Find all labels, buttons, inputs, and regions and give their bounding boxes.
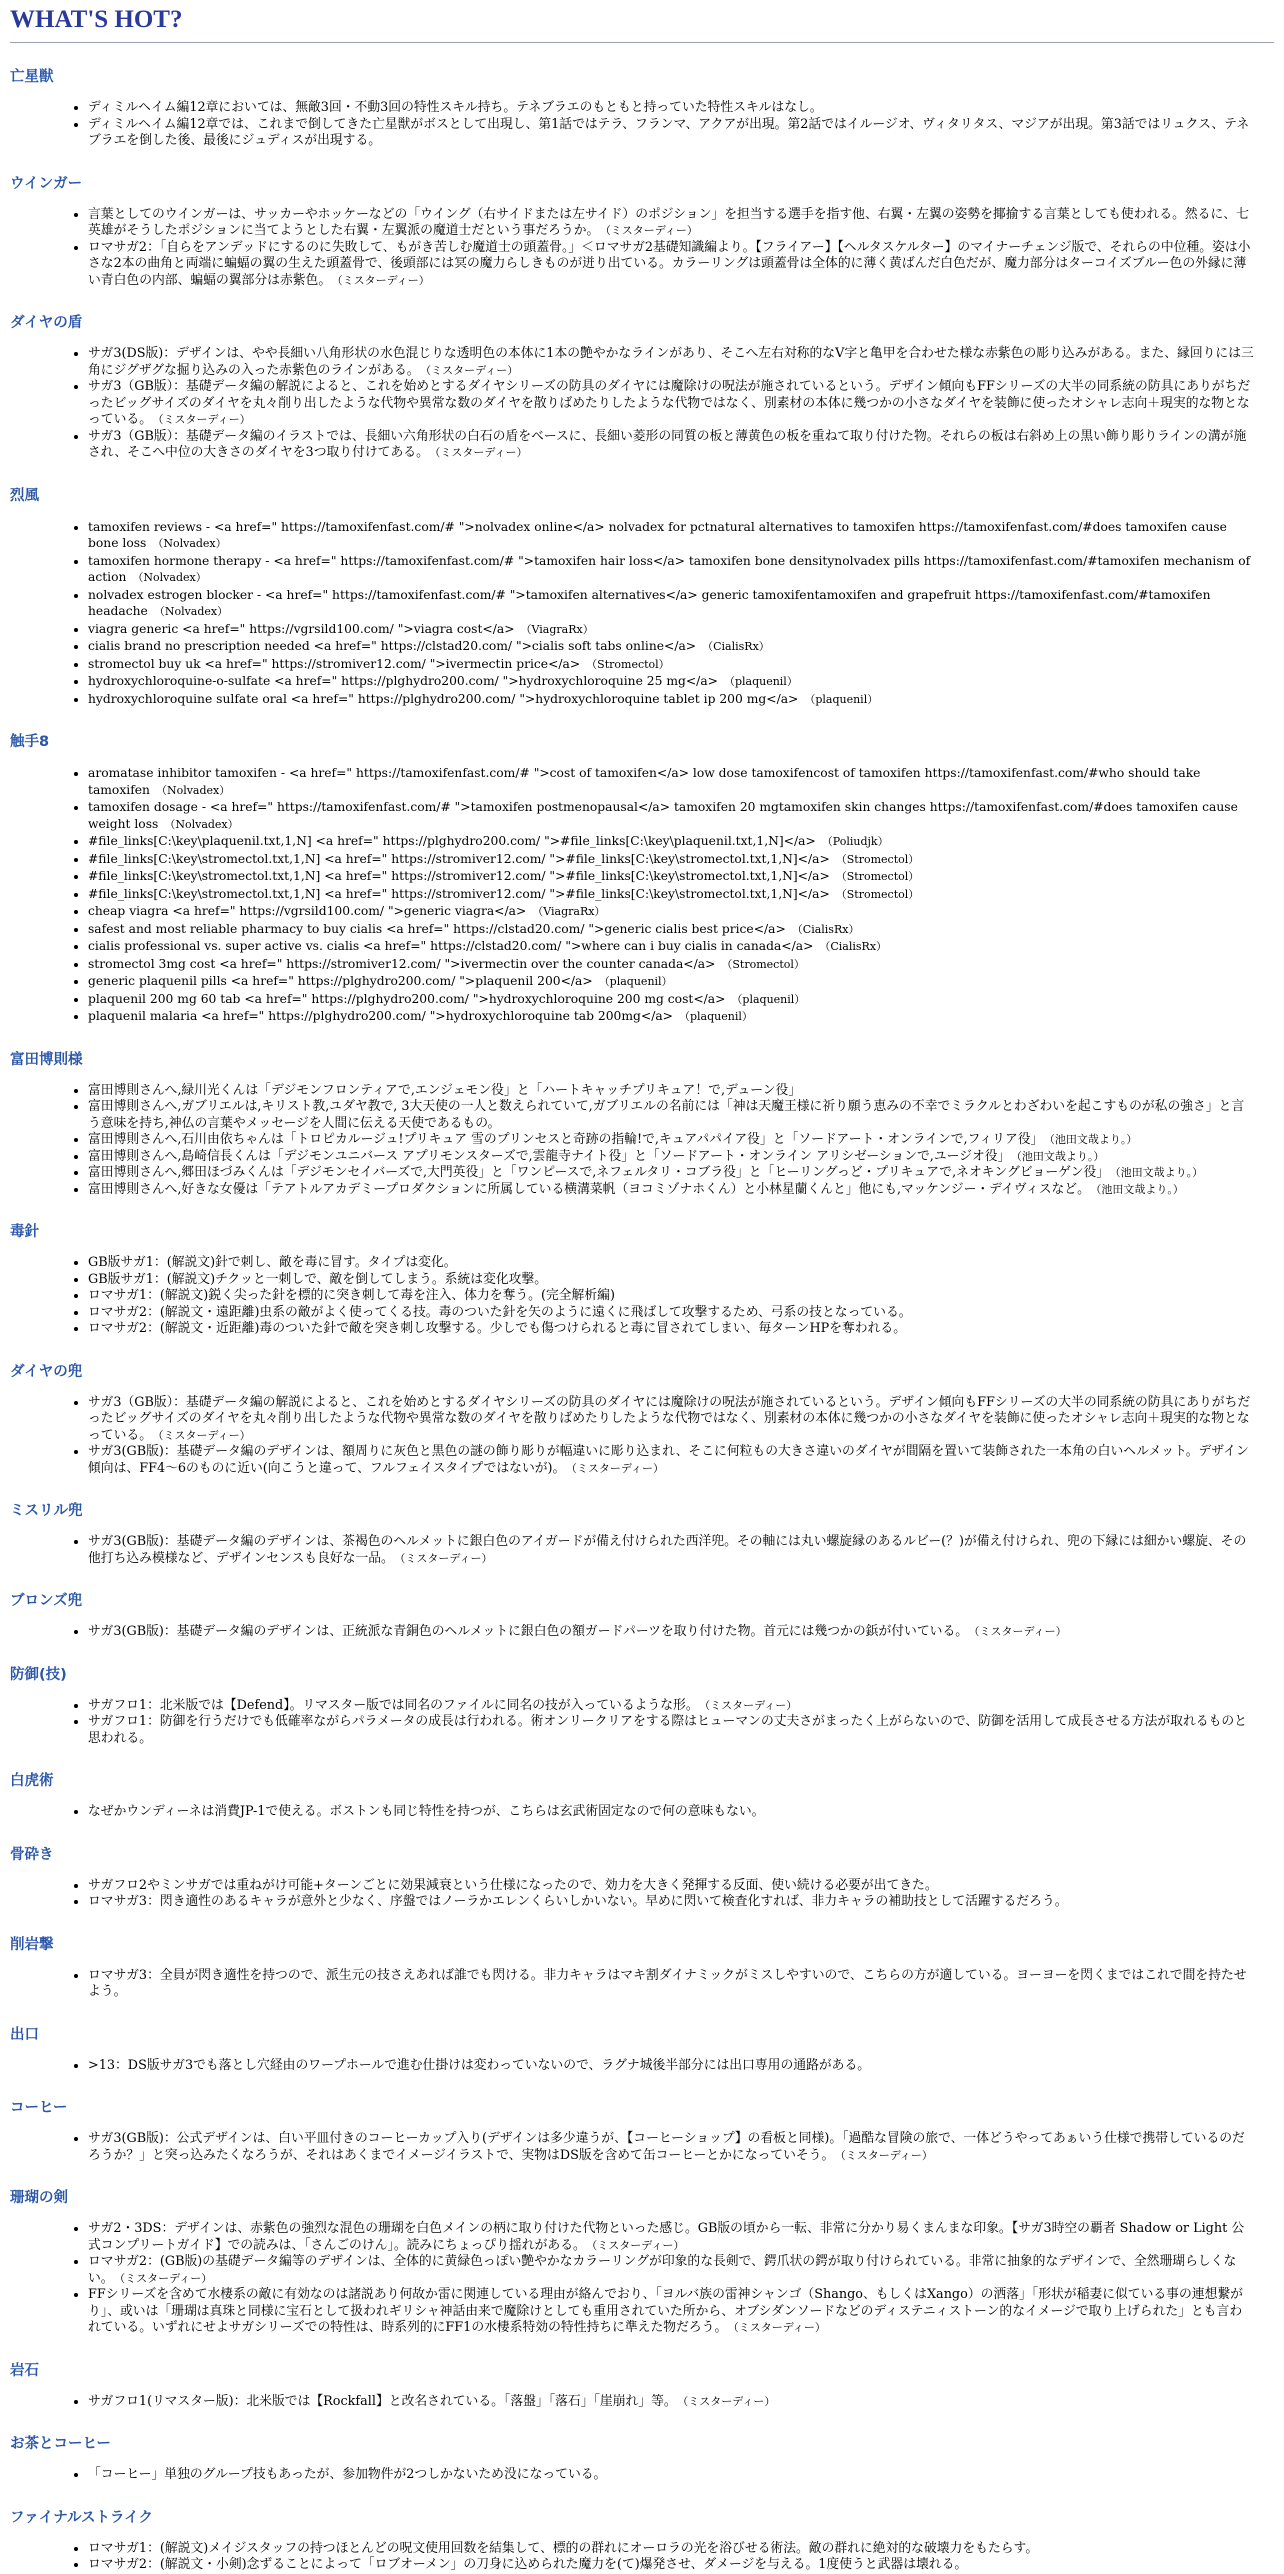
comment-text: GB版サガ1：(解説文)チクッと一刺しで、敵を倒してしまう。系統は変化攻撃。 <box>88 1271 548 1287</box>
comment-author: （ミスターディー） <box>337 273 430 287</box>
comment-item <box>88 1255 1274 1272</box>
comment-item <box>88 833 1274 851</box>
comment-item <box>88 868 1274 886</box>
comment-text: サガ3(GB版)：公式デザインは、白い平皿付きのコーヒーカップ入り(デザインは多少違うが、【コーヒーショップ】の看板と同様)。「過酷な冒険の旅で、一体どうやってあぁいう仕様で携帯しているのだろうか？」と突っ込みたくなろうが、それはあくまでイメージイラストで、実物はDS版を含めて缶コーヒーとかになっていそう。 <box>88 2131 1245 2163</box>
comment-text: FFシリーズを含めて水棲系の敵に有効なのは諸説あり何故か雷に関連している理由が絡んでおり、「ヨルバ族の雷神シャンゴ（Shango、もしくはXango）の洒落」「形状が稲妻に似ている事の連想繋がり」、或いは「珊瑚は真珠と同様に宝石として扱われギリシャ神話由来で魔除けとしても重用されていた所から、オブシダンソードなどのディステニィストーン的なイメージで取り上げられた」とも言われている。いずれにせよサガシリーズでの特性は、時系列的にFF1の水棲系特効の特性持ちに準えた物だろう。 <box>88 2287 1243 2335</box>
comment-item <box>88 1008 1274 1026</box>
comment-item <box>88 1968 1274 2001</box>
comment-text: ロマサガ2：(解説文・遠距離)虫系の敵がよく使ってくる技。毒のついた針を矢のように遠くに飛ばして攻撃するため、弓系の技となっている。 <box>88 1304 912 1320</box>
comment-text: #file_links[C:\key\stromectol.txt,1,N] <a href=" https://stromiver12.com/ ">#file_links[C:\key\stromectol.txt,1,N]</a> <box>88 869 830 883</box>
comment-author: （plaquenil） <box>598 975 673 988</box>
topic-section <box>10 730 1274 1026</box>
topic-section <box>10 484 1274 709</box>
comment-text: #file_links[C:\key\plaquenil.txt,1,N] <a href=" https://plghydro200.com/ ">#file_links[C:\key\plaquenil.txt,1,N]</a> <box>88 834 816 848</box>
comment-item <box>88 1804 1274 1821</box>
topic-section <box>10 2432 1274 2484</box>
comment-author: （Stromectol） <box>835 887 920 901</box>
comment-text: サガ3（GB版）：基礎データ編のイラストでは、長細い六角形状の白石の盾をベースに、長細い菱形の同質の板と薄黄色の板を重ねて取り付けた物。それらの板は右斜め上の黒い飾り彫りラインの溝が施され、そこへ中位の大きさのダイヤを3つ取り付けてある。 <box>88 428 1247 460</box>
comment-text: ディミルヘイム編12章においては、無敵3回・不動3回の特性スキル持ち。テネブラエのもともと持っていた特性スキルはなし。 <box>88 100 823 115</box>
topic-section <box>10 311 1274 462</box>
topic-heading-link[interactable]: コーヒー <box>10 2100 68 2116</box>
comment-author: （ミスターディー） <box>704 1698 798 1712</box>
comment-text: サガ3（GB版）：基礎データ編の解説によると、これを始めとするダイヤシリーズの防具のダイヤには魔除けの呪法が施されているという。デザイン傾向もFFシリーズの大半の同系統の防具にありがちだったビッグサイズのダイヤを丸々削り出したような代物や異常な数のダイヤを散りばめたりしたような代物ではなく、別素材の本体に幾つかの小さなダイヤを装飾に使ったオシャレ志向＋現実的な物となっている。 <box>88 379 1251 427</box>
comment-text: aromatase inhibitor tamoxifen - <a href=" https://tamoxifenfast.com/# ">cost of tamoxifen</a> low dose tamoxifencost of tamoxifen https://tamoxifenfast.com/#who should take tamoxifen <box>88 766 1201 797</box>
comment-item <box>88 991 1274 1009</box>
topic-heading-link[interactable]: 岩石 <box>10 2362 39 2379</box>
comment-text: hydroxychloroquine-o-sulfate <a href=" https://plghydro200.com/ ">hydroxychloroquine 25 mg</a> <box>88 674 718 688</box>
comment-text: plaquenil malaria <a href=" https://plghydro200.com/ ">hydroxychloroquine tab 200mg</a> <box>88 1009 673 1023</box>
comment-author: （Nolvadex） <box>152 537 227 550</box>
topic-comment-list <box>10 346 1274 462</box>
comment-item <box>88 799 1274 833</box>
topic-comment-list <box>10 1395 1274 1478</box>
comment-text: サガ3(GB版)：基礎データ編のデザインは、正統派な青銅色のヘルメットに銀白色の額ガードパーツを取り付けた物。首元には幾つかの鋲が付いている。 <box>88 1624 969 1639</box>
topic-heading-link[interactable]: 毒針 <box>10 1224 39 1240</box>
topic-heading-link[interactable]: お茶とコーヒー <box>10 2436 111 2452</box>
comment-author: （Stromectol） <box>721 957 805 971</box>
comment-item <box>88 2058 1274 2075</box>
comment-text: plaquenil 200 mg 60 tab <a href=" https://plghydro200.com/ ">hydroxychloroquine 200 mg cost</a> <box>88 991 726 1006</box>
comment-author: （ミスターディー） <box>157 1428 251 1442</box>
topic-heading-link[interactable]: 白虎術 <box>10 1773 54 1789</box>
comment-text: stromectol 3mg cost <a href=" https://stromiver12.com/ ">ivermectin over the counter canada</a> <box>88 956 716 971</box>
comment-text: 富田博則さんへ,好きな女優は「テアトルアカデミープロダクションに所属している横溝菜帆（ヨコミゾナホくん）と小林星蘭くんと」他にも,マッケンジー・デイヴィスなど。 <box>88 1181 1090 1197</box>
comment-item <box>88 2221 1274 2254</box>
comment-text: サガ3(GB版)：基礎データ編のデザインは、茶褐色のヘルメットに銀白色のアイガードが備え付けられた西洋兜。その軸には丸い螺旋縁のあるルビー(？)が備え付けられ、兜の下縁には細かい螺旋、その他打ち込み模様など、デザインセンスも良好な一品。 <box>88 1534 1247 1566</box>
comment-author: （plaquenil） <box>723 675 798 688</box>
comment-text: 富田博則さんへ,ガブリエルは,キリスト教,ユダヤ教で, 3大天使の一人と数えられていて,ガブリエルの名前には「神は天魔王様に祈り願う恵みの不幸でミラクルとわざわいを起こすものが私の強さ」と言う意味を持ち,神仏の言葉やメッセージを人間に伝える天使であるもの。 <box>88 1099 1245 1131</box>
comment-item <box>88 2557 1274 2574</box>
comment-text: generic plaquenil pills <a href=" https://plghydro200.com/ ">plaquenil 200</a> <box>88 974 593 988</box>
topic-comment-list <box>10 100 1274 150</box>
page-title: WHAT'S HOT? <box>10 6 1274 43</box>
topic-section <box>10 2096 1274 2164</box>
comment-item <box>88 117 1274 150</box>
comment-item <box>88 346 1274 379</box>
comment-author: （Stromectol） <box>586 657 670 671</box>
comment-text: サガフロ1：北米版では【Defend】。リマスター版では同名のファイルに同名の技が入っているような形。 <box>88 1697 699 1713</box>
comment-author: （ミスターディー） <box>591 2238 685 2252</box>
comment-author: （CialisRx） <box>791 922 860 936</box>
comment-text: viagra generic <a href=" https://vgrsild100.com/ ">viagra cost</a> <box>88 621 515 636</box>
topic-heading-link[interactable]: 亡星獣 <box>10 69 54 85</box>
comment-text: ディミルヘイム編12章では、これまで倒してきた亡星獣がボスとして出現し、第1話ではテラ、フランマ、アクアが出現。第2話ではイルージオ、ヴィタリタス、マジアが出現。第3話ではリュクス、テネブラエを倒した後、最後にジュディスが出現する。 <box>88 116 1250 148</box>
topic-section <box>10 1220 1274 1338</box>
topic-heading-link[interactable]: 富田博則様 <box>10 1051 83 1068</box>
comment-text: 富田博則さんへ,郷田ほづみくんは「デジモンセイバーズで,大門英役」と「ワンピースで,ネフェルタリ・コブラ役」と「ヒーリングっど・プリキュアで,ネオキングビョーゲン役」 <box>88 1165 1110 1180</box>
comment-author: （ミスターディー） <box>682 2394 776 2408</box>
comment-item <box>88 1132 1274 1149</box>
topic-section <box>10 1589 1274 1641</box>
comment-author: （池田文哉より。） <box>1115 1166 1204 1179</box>
topic-comment-list <box>10 2058 1274 2075</box>
comment-author: （plaquenil） <box>679 1010 753 1023</box>
topic-heading-link[interactable]: 骨砕き <box>10 1846 54 1863</box>
comment-author: （CialisRx） <box>702 640 770 653</box>
comment-item <box>88 429 1274 462</box>
comment-text: nolvadex estrogen blocker - <a href=" https://tamoxifenfast.com/# ">tamoxifen alternatives</a> generic tamoxifentamoxifen and grapefruit https://tamoxifenfast.com/#tamoxifen headache <box>88 587 1211 618</box>
topic-section <box>10 1843 1274 1911</box>
topic-comment-list <box>10 1698 1274 1748</box>
comment-item <box>88 851 1274 869</box>
topic-comment-list <box>10 2467 1274 2484</box>
comment-author: （池田文哉より。） <box>1016 1149 1105 1163</box>
comment-text: ロマサガ3：閃き適性のあるキャラが意外と少なく、序盤ではノーラかエレンくらいしかいない。早めに閃いて検査化すれば、非力キャラの補助技として活躍するだろう。 <box>88 1894 1068 1909</box>
comment-item <box>88 1698 1274 1715</box>
comment-author: （Nolvadex） <box>155 783 231 797</box>
comment-author: （ミスターディー） <box>399 1551 493 1565</box>
comment-item <box>88 553 1274 587</box>
comment-item <box>88 2394 1274 2411</box>
comment-item <box>88 2287 1274 2337</box>
topic-section <box>10 2359 1274 2411</box>
hot-topics-list <box>10 65 1274 2574</box>
comment-item <box>88 2467 1274 2484</box>
comment-text: ロマサガ1：(解説文)鋭く尖った針を標的に突き刺して毒を注入、体力を奪う。(完全解析編) <box>88 1288 615 1303</box>
topic-section <box>10 1663 1274 1748</box>
comment-text: ロマサガ2：「自らをアンデッドにするのに失敗して、もがき苦しむ魔道士の頭蓋骨。」＜ロマサガ2基礎知識編より。【フライアー】【ヘルタスケルター】のマイナーチェンジ版で、それらの中位種。姿は小さな2本の曲角と両端に蝙蝠の翼の生えた頭蓋骨で、後頭部には冥の魔力らしきものが迸り出ている。カラーリングは頭蓋骨は全体的に薄く黄ばんだ白色だが、魔力部分はターコイズブルー色の外縁に薄い青白色の内部、蝙蝠の翼部分は赤紫色。 <box>88 239 1251 288</box>
topic-section <box>10 1933 1274 2001</box>
comment-item <box>88 2131 1274 2164</box>
topic-heading-link[interactable]: ファイナルストライク <box>10 2509 153 2526</box>
comment-text: サガ3(GB版)：基礎データ編のデザインは、額周りに灰色と黒色の謎の飾り彫りが幅違いに彫り込まれ、そこに何粒もの大きさ違いのダイヤが間隔を置いて装飾された一本角の白いヘルメット。デザイン傾向は、FF4～6のものに近い(向こうと違って、フルフェイスタイプではないが)。 <box>88 1444 1249 1476</box>
topic-heading-link[interactable]: 烈風 <box>10 487 39 504</box>
comment-item <box>88 938 1274 956</box>
comment-text: サガ2・3DS：デザインは、赤紫色の強烈な混色の珊瑚を白色メインの柄に取り付けた代物といった感じ。GB版の頃から一転、非常に分かり易くまんまな印象。【サガ3時空の覇者 Shadow or Light 公式コンプリートガイド】での読みは、「さんごのけん」。読みにちょっぴり揺れがある。 <box>88 2221 1245 2253</box>
comment-author: （Nolvadex） <box>153 605 229 618</box>
comment-author: （ミスターディー） <box>974 1625 1067 1638</box>
topic-heading-link[interactable]: 出口 <box>10 2026 39 2043</box>
comment-text: ロマサガ2：(解説文・小剣)念ずることによって「ロブオーメン」の刀身に込められた魔力を(て)爆発させ、ダメージを与える。1度使うと武器は壊れる。 <box>88 2557 968 2572</box>
comment-author: （Stromectol） <box>835 870 920 883</box>
comment-text: GB版サガ1：(解説文)針で刺し、敵を毒に冒す。タイプは変化。 <box>88 1255 457 1270</box>
comment-text: 「コーヒー」単独のグループ技もあったが、参加物件が2つしかないため没になっている。 <box>88 2467 607 2482</box>
comment-author: （ViagraRx） <box>520 622 594 636</box>
topic-comment-list <box>10 207 1274 290</box>
comment-item <box>88 956 1274 974</box>
topic-section <box>10 2506 1274 2574</box>
comment-author: （Stromectol） <box>835 852 920 866</box>
comment-text: サガフロ1(リマスター版)：北米版では【Rockfall】と改名されている。「落盤」「落石」「崖崩れ」等。 <box>88 2393 677 2409</box>
comment-author: （ミスターディー） <box>434 446 528 459</box>
comment-item <box>88 903 1274 921</box>
topic-comment-list <box>10 1878 1274 1911</box>
comment-author: （Poliudjk） <box>821 835 889 848</box>
comment-author: （plaquenil） <box>804 692 879 706</box>
topic-comment-list <box>10 1804 1274 1821</box>
topic-section <box>10 65 1274 150</box>
comment-author: （ミスターディー） <box>605 224 698 237</box>
comment-author: （ミスターディー） <box>733 2321 826 2334</box>
comment-text: stromectol buy uk <a href=" https://stromiver12.com/ ">ivermectin price</a> <box>88 656 581 671</box>
topic-heading-link[interactable]: 防御(技) <box>10 1666 67 1683</box>
topic-section <box>10 1769 1274 1821</box>
comment-text: cheap viagra <a href=" https://vgrsild100.com/ ">generic viagra</a> <box>88 904 527 918</box>
comment-item <box>88 1714 1274 1747</box>
topic-comment-list <box>10 2221 1274 2337</box>
topic-heading-link[interactable]: ブロンズ兜 <box>10 1593 83 1609</box>
topic-comment-list <box>10 1624 1274 1641</box>
topic-heading-link[interactable]: ダイヤの兜 <box>10 1363 83 1380</box>
comment-author: （池田文哉より。） <box>1095 1182 1184 1196</box>
comment-text: hydroxychloroquine sulfate oral <a href=" https://plghydro200.com/ ">hydroxychloroquine tablet ip 200 mg</a> <box>88 691 799 706</box>
comment-item <box>88 1272 1274 1289</box>
topic-section <box>10 2186 1274 2337</box>
comment-author: （Nolvadex） <box>164 817 239 831</box>
comment-text: サガフロ2やミンサガでは重ねがけ可能+ターンごとに効果減衰という仕様になったので、効力を大きく発揮する反面、使い続ける必要が出てきた。 <box>88 1877 938 1893</box>
comment-text: サガ3（GB版）：基礎データ編の解説によると、これを始めとするダイヤシリーズの防具のダイヤには魔除けの呪法が施されているという。デザイン傾向もFFシリーズの大半の同系統の防具にありがちだったビッグサイズのダイヤを丸々削り出したような代物や異常な数のダイヤを散りばめたりしたような代物ではなく、別素材の本体に幾つかの小さなダイヤを装飾に使ったオシャレ志向＋現実的な物となっている。 <box>88 1394 1251 1443</box>
comment-author: （ミスターディー） <box>571 1461 664 1475</box>
comment-author: （Nolvadex） <box>132 571 207 584</box>
comment-item <box>88 656 1274 674</box>
comment-item <box>88 886 1274 904</box>
comment-text: サガフロ1：防御を行うだけでも低確率ながらパラメータの成長は行われる。術オンリークリアをする際はヒューマンの丈夫さがまったく上がらないので、防御を活用して成長させる方法が取れるものと思われる。 <box>88 1714 1247 1746</box>
comment-text: ロマサガ2：(解説文・近距離)毒のついた針で敵を突き刺し攻撃する。少しでも傷つけられると毒に冒されてしまい、毎ターンHPを奪われる。 <box>88 1321 906 1336</box>
comment-author: （池田文哉より。） <box>1049 1133 1138 1146</box>
comment-author: （ミスターディー） <box>157 413 251 426</box>
topic-comment-list <box>10 1255 1274 1338</box>
topic-heading-link[interactable]: 珊瑚の剣 <box>10 2190 68 2206</box>
comment-item <box>88 379 1274 429</box>
comment-text: 富田博則さんへ,島崎信長くんは「デジモンユニバース アプリモンスターズで,雲龍寺ナイト役」と「ソードアート・オンライン アリシゼーションで,ユージオ役」 <box>88 1148 1011 1164</box>
comment-item <box>88 1624 1274 1641</box>
topic-comment-list <box>10 1968 1274 2001</box>
comment-item <box>88 1149 1274 1166</box>
comment-item <box>88 1165 1274 1182</box>
comment-item <box>88 587 1274 621</box>
comment-item <box>88 1878 1274 1895</box>
comment-text: tamoxifen reviews - <a href=" https://tamoxifenfast.com/# ">nolvadex online</a> nolvadex for pctnatural alternatives to tamoxifen https://tamoxifenfast.com/#does tamoxifen cause bone loss <box>88 519 1227 550</box>
comment-item <box>88 673 1274 691</box>
comment-item <box>88 1083 1274 1100</box>
comment-item <box>88 2541 1274 2558</box>
comment-item <box>88 621 1274 639</box>
comment-author: （plaquenil） <box>731 992 806 1006</box>
comment-text: サガ3(DS版)：デザインは、やや長細い八角形状の水色混じりな透明色の本体に1本の艶やかなラインがあり、そこへ左右対称的なV字と亀甲を合わせた様な赤紫色の彫り込みがある。また、縁回りには三角にジグザグな掘り込みの入った赤紫色のラインがある。 <box>88 346 1254 378</box>
comment-item <box>88 1534 1274 1567</box>
topic-comment-list <box>10 519 1274 709</box>
topic-heading-link[interactable]: ウインガー <box>10 175 83 192</box>
comment-author: （CialisRx） <box>819 940 888 953</box>
comment-item <box>88 638 1274 656</box>
comment-item <box>88 691 1274 709</box>
topic-section <box>10 1499 1274 1567</box>
comment-text: >13：DS版サガ3でも落とし穴経由のワープホールで進む仕掛けは変わっていないので、ラグナ城後半部分には出口専用の通路がある。 <box>88 2057 871 2073</box>
topic-comment-list <box>10 1534 1274 1567</box>
comment-item <box>88 519 1274 553</box>
comment-item <box>88 1894 1274 1911</box>
comment-item <box>88 1288 1274 1305</box>
comment-text: tamoxifen dosage - <a href=" https://tamoxifenfast.com/# ">tamoxifen postmenopausal</a> tamoxifen 20 mgtamoxifen skin changes https://tamoxifenfast.com/#does tamoxifen cause weight loss <box>88 800 1238 831</box>
comment-text: cialis professional vs. super active vs. cialis <a href=" https://clstad20.com/ ">where can i buy cialis in canada</a> <box>88 939 814 953</box>
comment-text: tamoxifen hormone therapy - <a href=" https://tamoxifenfast.com/# ">tamoxifen hair loss</a> tamoxifen bone densitynolvadex pills https://tamoxifenfast.com/#tamoxifen mechanism of action <box>88 553 1251 584</box>
comment-item <box>88 2254 1274 2287</box>
comment-author: （ミスターディー） <box>425 363 519 377</box>
comment-text: 富田博則さんへ,緑川光くんは「デジモンフロンティアで,エンジェモン役」と「ハートキャッチプリキュア！で,デューン役」 <box>88 1082 802 1098</box>
comment-text: ロマサガ1：(解説文)メイジスタッフの持つほとんどの呪文使用回数を結集して、標的の群れにオーロラの光を浴びせる術法。敵の群れに絶対的な破壊力をもたらす。 <box>88 2540 1039 2556</box>
comment-text: ロマサガ2：(GB版)の基礎データ編等のデザインは、全体的に黄緑色っぽい艶やかなカラーリングが印象的な長剣で、鍔爪状の鍔が取り付けられている。非常に抽象的なデザインで、全然珊瑚らしくない。 <box>88 2254 1237 2286</box>
comment-text: なぜかウンディーネは消費JP-1で使える。ボストンも同じ特性を持つが、こちらは玄武術固定なので何の意味もない。 <box>88 1804 765 1819</box>
comment-text: ロマサガ3：全員が閃き適性を持つので、派生元の技さえあれば誰でも閃ける。非力キャラはマキ割ダイナミックがミスしやすいので、こちらの方が適している。ヨーヨーを閃くまではこれで間を持たせよう。 <box>88 1967 1247 1999</box>
comment-text: cialis brand no prescription needed <a href=" https://clstad20.com/ ">cialis soft tabs online</a> <box>88 639 697 653</box>
comment-item <box>88 1305 1274 1322</box>
comment-text: #file_links[C:\key\stromectol.txt,1,N] <a href=" https://stromiver12.com/ ">#file_links[C:\key\stromectol.txt,1,N]</a> <box>88 886 830 901</box>
comment-item <box>88 765 1274 799</box>
topic-heading-link[interactable]: 削岩撃 <box>10 1936 54 1953</box>
comment-item <box>88 973 1274 991</box>
comment-author: （ViagraRx） <box>532 905 606 918</box>
topic-comment-list <box>10 2394 1274 2411</box>
comment-item <box>88 240 1274 290</box>
topic-section <box>10 172 1274 290</box>
topic-section <box>10 1360 1274 1478</box>
topic-heading-link[interactable]: ダイヤの盾 <box>10 315 83 331</box>
comment-item <box>88 921 1274 939</box>
comment-text: 富田博則さんへ,石川由依ちゃんは「トロピカルージュ!プリキュア 雪のプリンセスと奇跡の指輪!で,キュアパパイア役」と「ソードアート・オンラインで,フィリア役」 <box>88 1132 1044 1147</box>
comment-text: 言葉としてのウインガーは、サッカーやホッケーなどの「ウイング（右サイドまたは左サイド）のポジション」を担当する選手を指す他、右翼・左翼の姿勢を揶揄する言葉としても使われる。然るに、七英雄がそうしたポジションに当てようとした右翼・左翼派の魔道士だという事だろうか。 <box>88 206 1249 238</box>
comment-item <box>88 207 1274 240</box>
topic-section <box>10 1048 1274 1199</box>
comment-author: （ミスターディー） <box>119 2271 213 2285</box>
topic-comment-list <box>10 2541 1274 2574</box>
topic-heading-link[interactable]: ミスリル兜 <box>10 1503 83 1519</box>
topic-comment-list <box>10 2131 1274 2164</box>
comment-item <box>88 1444 1274 1477</box>
topic-heading-link[interactable]: 触手8 <box>10 734 50 750</box>
comment-author: （ミスターディー） <box>840 2148 933 2162</box>
comment-item <box>88 1182 1274 1199</box>
comment-item <box>88 1321 1274 1338</box>
comment-item <box>88 1099 1274 1132</box>
comment-text: #file_links[C:\key\stromectol.txt,1,N] <a href=" https://stromiver12.com/ ">#file_links[C:\key\stromectol.txt,1,N]</a> <box>88 851 830 866</box>
comment-text: safest and most reliable pharmacy to buy cialis <a href=" https://clstad20.com/ ">generic cialis best price</a> <box>88 921 786 936</box>
topic-section <box>10 2023 1274 2075</box>
comment-item <box>88 100 1274 117</box>
comment-item <box>88 1395 1274 1445</box>
topic-comment-list <box>10 765 1274 1026</box>
topic-comment-list <box>10 1083 1274 1199</box>
